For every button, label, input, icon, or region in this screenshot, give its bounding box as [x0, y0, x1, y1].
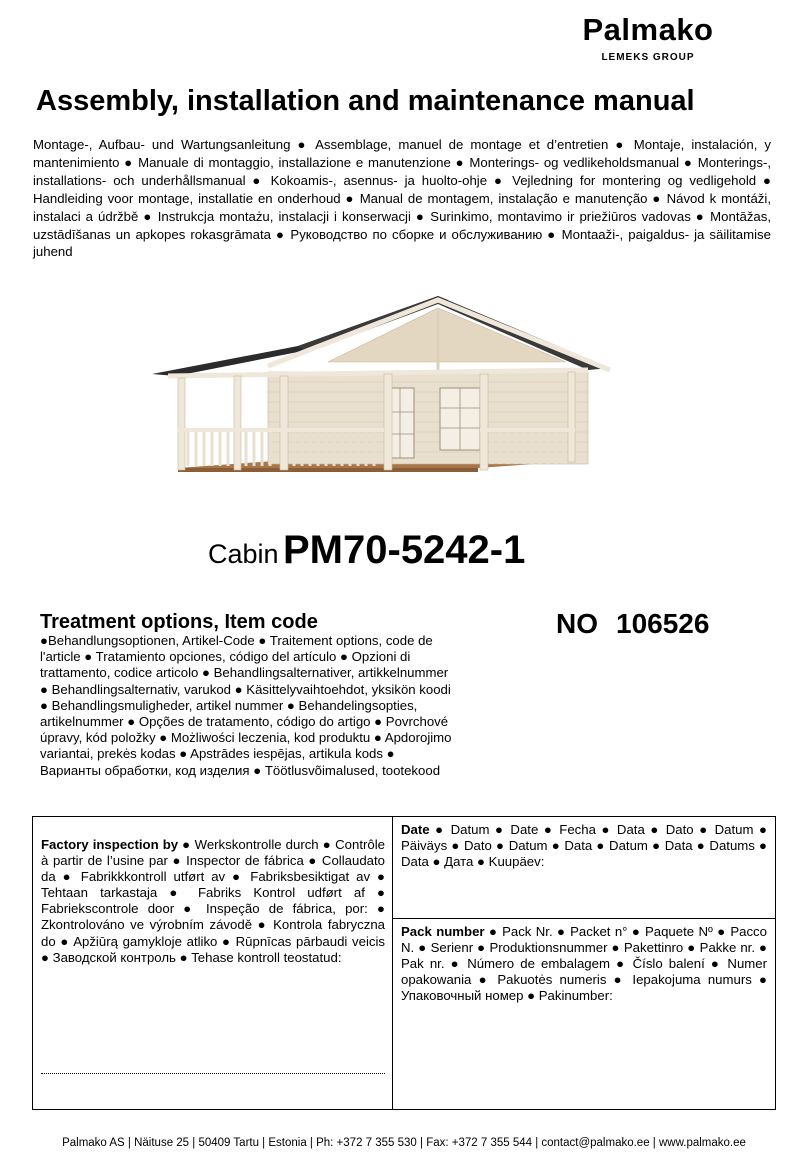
company-logo: [566, 12, 730, 70]
treatment-title: Treatment options, Item code: [40, 611, 318, 633]
model-heading: [208, 528, 608, 573]
inspection-form: [32, 816, 776, 1110]
model-prefix: Cabin: [208, 539, 279, 569]
model-code: PM70-5242-1: [283, 528, 526, 572]
cabin-illustration: [148, 290, 614, 490]
date-translations: ● Datum ● Date ● Fecha ● Data ● Dato ● Datum ● Päiväys ● Dato ● Datum ● Data ● Datum ● Data ● Datums ● Data ● Дата ● Kuupäev:: [401, 822, 767, 870]
factory-inspection-translations: ● Werkskontrolle durch ● Contrôle à partir de l’usine par ● Inspector de fábrica ● Collaudato da ● Fabrikkkontroll utført av ● Fabriksbesiktigat av ● Tehtaan tarkastaja ● Fabriks Kontrol udført af ● Fabriekscontrole door ● Inspeção de fábrica, por: ● Zkontrolováno ve výrobním závodě ● Kontrola fabryczna do ● Apžiūrą gamykloje atliko ● Rūpnīcas pārbaudi veicis ● Заводской контроль ● Tehase kontroll teostatud:: [41, 837, 385, 965]
factory-inspection-field[interactable]: [41, 837, 385, 966]
treatment-translations: ●Behandlungsoptionen, Artikel-Code ● Traitement options, code de l'article ● Tratamiento opciones, código del artículo ● Opzioni di trattamento, codice articolo ● Behandlingsalternativer, artikkelnummer ● Behandlingsalternativ, varukod ● Käsittelyvaihtoehdot, yksikön koodi ● Behandlingsmuligheder, artikel nummer ● Behandelingsopties, artikelnummer ● Opções de tratamento, código do artigo ● Povrchové úpravy, kód položky ● Możliwości leczenia, kod produktu ● Apdorojimo variantai, prekės kodas ● Apstrādes iespējas, artikula kods ● Варианты обработки, код изделия ● Töötlusvõimalused, tootekood: [40, 633, 452, 778]
logo-group: LEMEKS GROUP: [601, 52, 695, 63]
item-number: [556, 608, 756, 640]
signature-line[interactable]: [41, 1063, 385, 1074]
item-number-value: 106526: [616, 608, 710, 639]
pack-number-field[interactable]: [401, 924, 767, 1004]
page-title: Assembly, installation and maintenance manual: [36, 85, 695, 117]
factory-inspection-label: Factory inspection by: [41, 837, 179, 852]
title-translations: Montage-, Aufbau- und Wartungsanleitung ● Assemblage, manuel de montage et d’entretien ● Montaje, instalación, y mantenimiento ● Manuale di montaggio, installazione e manutenzione ● Monterings- og vedlikeholdsmanual ● Monterings-, installations- och underhållsmanual ● Kokoamis-, asennus- ja huolto-ohje ● Vejledning for montering og vedligehold ● Handleiding voor montage, installatie en onderhoud ● Manual de montagem, instalação e manutenção ● Návod k montáži, instalaci a údržbě ● Instrukcja montażu, instalacji i konserwacji ● Surinkimo, montavimo ir priežiūros vadovas ● Montāžas, uzstādīšanas un apkopes rokasgrāmata ● Руководство по сборке и обслуживанию ● Montaaži-, paigaldus- ja säilitamise juhend: [33, 137, 771, 260]
pack-number-label: Pack number: [401, 924, 485, 939]
form-divider-vertical: [392, 817, 393, 1109]
form-divider-horizontal: [393, 918, 775, 919]
item-number-label: NO: [556, 608, 598, 639]
logo-name: Palmako: [582, 12, 714, 47]
page-footer: Palmako AS | Näituse 25 | 50409 Tartu | Estonia | Ph: +372 7 355 530 | Fax: +372 7 355 544 | contact@palmako.ee | www.palmako.ee: [62, 1137, 746, 1149]
date-label: Date: [401, 822, 430, 837]
pack-number-translations: ● Pack Nr. ● Packet n° ● Paquete Nº ● Pacco N. ● Serienr ● Produktionsnummer ● Pakettinro ● Pakke nr. ● Pak nr. ● Número de embalagem ● Číslo balení ● Numer opakowania ● Pakuotės numeris ● Iepakojuma numurs ● Упаковочный номер ● Pakinumber:: [401, 924, 767, 1004]
date-field[interactable]: [401, 822, 767, 870]
